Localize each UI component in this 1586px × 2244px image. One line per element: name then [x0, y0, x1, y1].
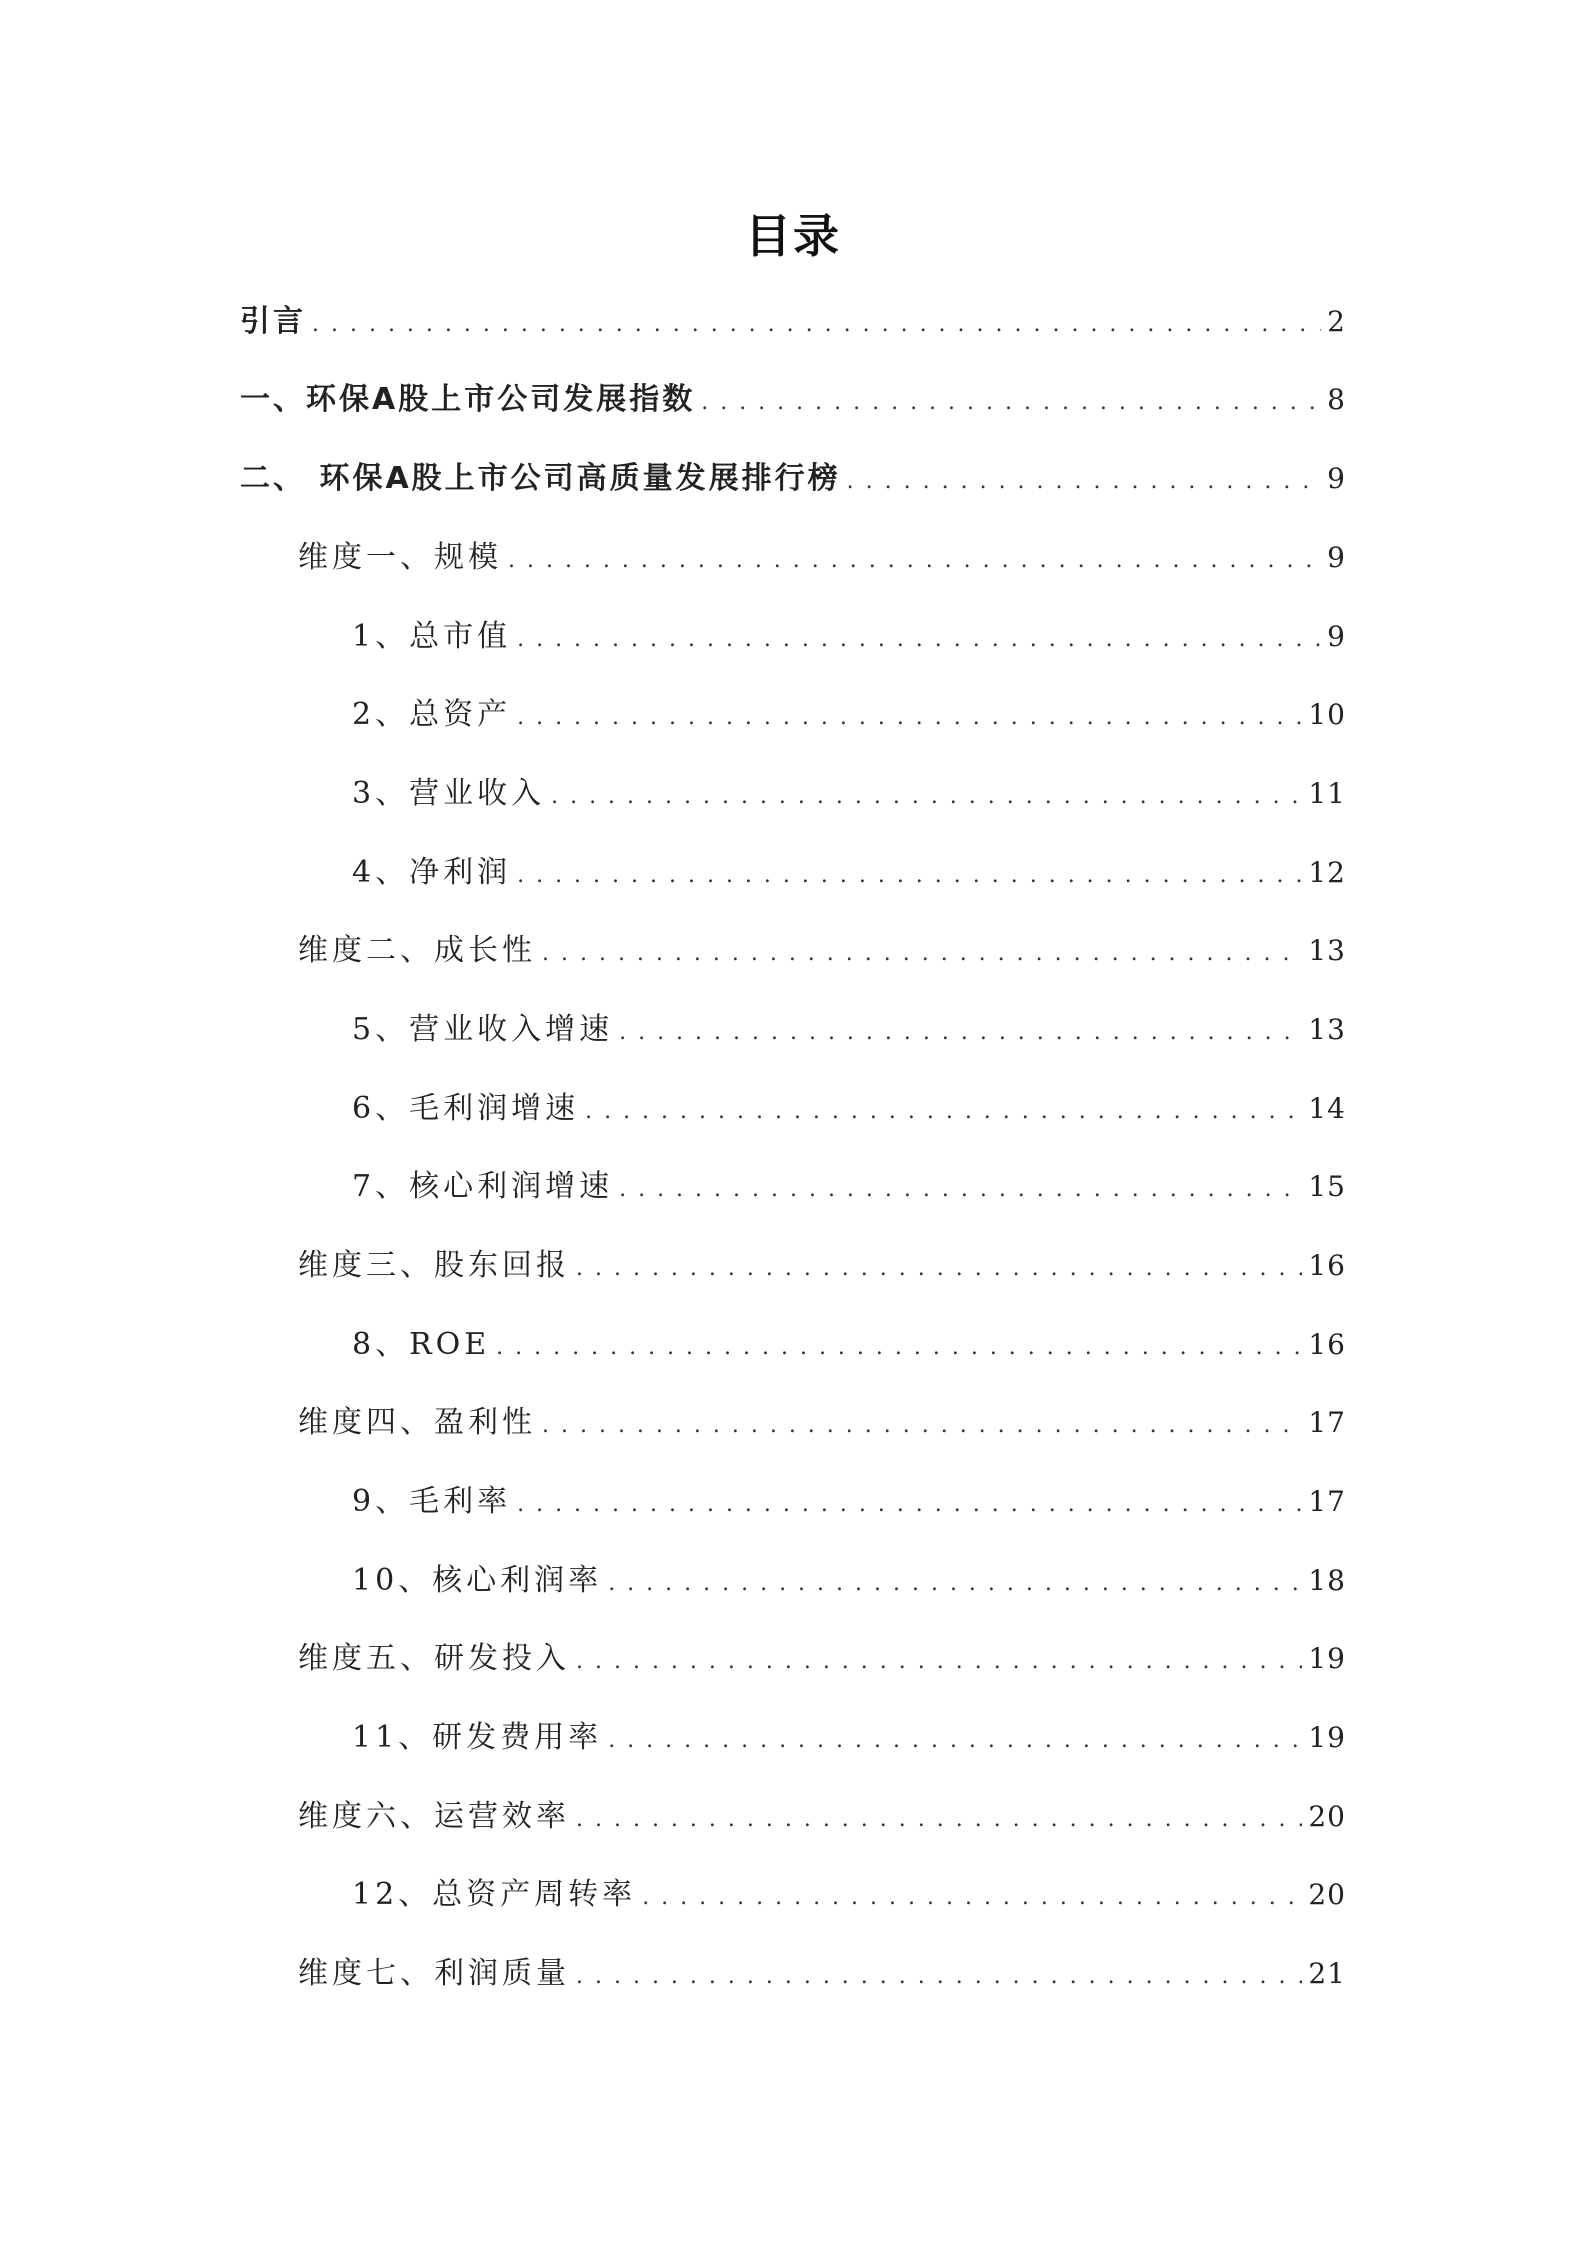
toc-entry-page: 20 [1308, 1878, 1346, 1911]
dot-leader [847, 460, 1322, 504]
dot-leader [496, 1326, 1302, 1370]
toc-entry-item-2[interactable] [352, 693, 1346, 737]
dot-leader [551, 775, 1302, 819]
dot-leader [576, 1955, 1302, 1999]
toc-entry-page: 16 [1308, 1328, 1346, 1361]
toc-entry-page: 17 [1308, 1406, 1346, 1439]
toc-entry-page: 9 [1327, 620, 1346, 653]
toc-entry-page: 16 [1308, 1249, 1346, 1282]
toc-entry-item-6[interactable] [352, 1087, 1346, 1131]
toc-entry-label: 9、毛利率 [352, 1484, 512, 1519]
toc-entry-label: 维度七、利润质量 [298, 1956, 570, 1991]
toc-entry-page: 20 [1308, 1800, 1346, 1833]
toc-entry-label: 3、营业收入 [352, 776, 546, 811]
toc-entry-dimension-2[interactable] [298, 929, 1346, 973]
dot-leader [642, 1876, 1302, 1920]
toc-entry-label: 2、总资产 [352, 697, 512, 732]
toc-entry-item-12[interactable] [352, 1873, 1346, 1917]
toc-entry-label: 维度六、运营效率 [298, 1799, 570, 1834]
toc-entry-item-4[interactable] [352, 851, 1346, 895]
toc-entry-item-10[interactable] [352, 1559, 1346, 1603]
toc-entry-section-2[interactable] [240, 457, 1346, 501]
toc-entry-item-1[interactable] [352, 615, 1346, 659]
dot-leader [576, 1798, 1302, 1842]
toc-entry-page: 9 [1327, 462, 1346, 495]
toc-entry-page: 10 [1308, 698, 1346, 731]
toc-entry-page: 17 [1308, 1485, 1346, 1518]
toc-entry-item-8[interactable] [352, 1323, 1346, 1367]
toc-entry-dimension-7[interactable] [298, 1952, 1346, 1996]
dot-leader [576, 1640, 1302, 1684]
toc-entry-label: 12、总资产周转率 [352, 1877, 637, 1912]
toc-entry-page: 2 [1327, 305, 1346, 338]
dot-leader [517, 696, 1302, 740]
dot-leader [619, 1168, 1302, 1212]
toc-entry-label: 一、环保A股上市公司发展指数 [240, 382, 696, 417]
toc-entry-label: 10、核心利润率 [352, 1563, 603, 1598]
toc-entry-page: 11 [1308, 777, 1346, 810]
toc-entry-label: 4、净利润 [352, 855, 512, 890]
dot-leader [619, 1011, 1302, 1055]
toc-entry-label: 8、ROE [352, 1327, 491, 1362]
toc-entry-page: 9 [1327, 541, 1346, 574]
toc-entry-page: 15 [1308, 1170, 1346, 1203]
toc-entry-page: 14 [1308, 1092, 1346, 1125]
toc-entry-label: 5、营业收入增速 [352, 1012, 614, 1047]
toc-entry-page: 8 [1327, 383, 1346, 416]
page-title: 目录 [745, 209, 841, 263]
toc-entry-dimension-3[interactable] [298, 1244, 1346, 1288]
toc-entry-label: 维度五、研发投入 [298, 1641, 570, 1676]
toc-entry-item-7[interactable] [352, 1165, 1346, 1209]
dot-leader [542, 1404, 1302, 1448]
dot-leader [312, 303, 1321, 347]
toc-entry-page: 13 [1308, 934, 1346, 967]
toc-entry-page: 13 [1308, 1013, 1346, 1046]
dot-leader [517, 854, 1302, 898]
toc-entry-page: 19 [1308, 1721, 1346, 1754]
dot-leader [585, 1090, 1302, 1134]
dot-leader [701, 381, 1321, 425]
dot-leader [517, 1483, 1302, 1527]
toc-entry-label: 引言 [240, 304, 306, 339]
toc-entry-page: 19 [1308, 1642, 1346, 1675]
toc-entry-label: 6、毛利润增速 [352, 1091, 580, 1126]
toc-entry-dimension-4[interactable] [298, 1401, 1346, 1445]
toc-entry-label: 二、 环保A股上市公司高质量发展排行榜 [240, 461, 841, 496]
toc-entry-intro[interactable] [240, 300, 1346, 344]
toc-entry-label: 维度三、股东回报 [298, 1248, 570, 1283]
toc-entry-dimension-5[interactable] [298, 1637, 1346, 1681]
toc-entry-section-1[interactable] [240, 378, 1346, 422]
toc-entry-dimension-6[interactable] [298, 1795, 1346, 1839]
dot-leader [576, 1247, 1302, 1291]
dot-leader [542, 932, 1302, 976]
toc-entry-label: 维度四、盈利性 [298, 1405, 536, 1440]
toc-entry-item-3[interactable] [352, 772, 1346, 816]
dot-leader [517, 618, 1321, 662]
toc-entry-item-11[interactable] [352, 1716, 1346, 1760]
toc-entry-page: 18 [1308, 1564, 1346, 1597]
toc-entry-label: 1、总市值 [352, 619, 512, 654]
toc-entry-label: 7、核心利润增速 [352, 1169, 614, 1204]
toc-entry-page: 21 [1308, 1957, 1346, 1990]
toc-entry-label: 维度一、规模 [298, 540, 502, 575]
dot-leader [508, 539, 1321, 583]
dot-leader [608, 1562, 1302, 1606]
toc-entry-page: 12 [1308, 856, 1346, 889]
toc-entry-item-9[interactable] [352, 1480, 1346, 1524]
toc-entry-label: 维度二、成长性 [298, 933, 536, 968]
dot-leader [608, 1719, 1302, 1763]
toc-entry-dimension-1[interactable] [298, 536, 1346, 580]
toc-entry-item-5[interactable] [352, 1008, 1346, 1052]
toc-entry-label: 11、研发费用率 [352, 1720, 603, 1755]
